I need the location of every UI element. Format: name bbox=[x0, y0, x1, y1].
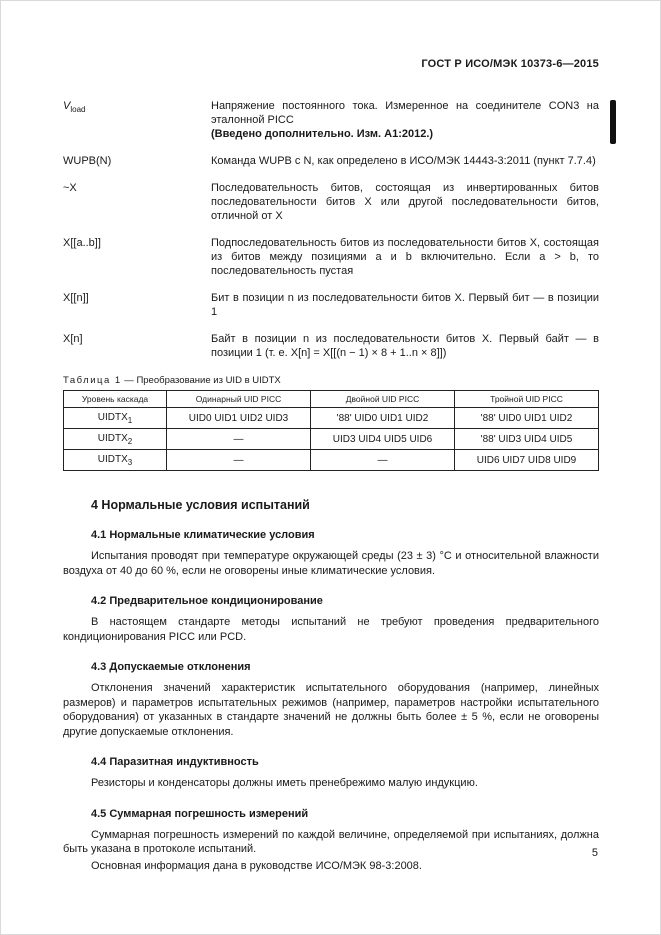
table-cell: UID6 UID7 UID8 UID9 bbox=[455, 450, 599, 471]
row-label: $UIDTX_2$ bbox=[64, 429, 167, 450]
definition-text bbox=[211, 291, 599, 319]
definition-text bbox=[211, 236, 599, 278]
paragraph: Основная информация дана в руководстве ИСО/МЭК 98-3:2008. bbox=[91, 859, 422, 872]
definition-term bbox=[63, 154, 211, 168]
table-caption bbox=[63, 375, 599, 386]
page-number: 5 bbox=[591, 847, 598, 859]
term-subscript: load bbox=[70, 105, 86, 115]
definitions-list bbox=[63, 99, 599, 360]
table-row bbox=[64, 408, 599, 429]
definition-text bbox=[211, 154, 599, 168]
paragraph: Резисторы и конденсаторы должны иметь пренебрежимо малую индукцию. bbox=[91, 777, 478, 789]
subsection-4-2-title: 4.2 Предварительное кондиционирование bbox=[91, 595, 323, 607]
definition-amendment-note: (Введено дополнительно. Изм. А1:2012.) bbox=[211, 128, 434, 140]
definition-body: Напряжение постоянного тока. Измеренное на соединителе CON3 на эталонной PICC bbox=[211, 100, 599, 126]
table-cell: '88' UID0 UID1 UID2 bbox=[455, 408, 599, 429]
definition-text bbox=[211, 99, 599, 141]
paragraph: Отклонения значений характеристик испытательного оборудования (например, линейных размеров) и параметров испытательных режимов (например, параметров настройки испытательного оборудования) от указанных в стандарте значений не должны быть более ± 5 %, если не оговорены другие допускаемые отклонения. bbox=[63, 682, 599, 738]
row-label: $UIDTX_3$ bbox=[64, 450, 167, 471]
definition-term bbox=[63, 236, 211, 278]
section-4-title: 4 Нормальные условия испытаний bbox=[91, 498, 310, 512]
standard-number: ГОСТ Р ИСО/МЭК 10373-6—2015 bbox=[421, 58, 599, 70]
subsection-4-5-title: 4.5 Суммарная погрешность измерений bbox=[91, 807, 309, 820]
subsection-4-1 bbox=[63, 529, 599, 578]
term-symbol: X[n] bbox=[63, 333, 83, 345]
table-cell: '88' UID3 UID4 UID5 bbox=[455, 429, 599, 450]
definition-body: Подпоследовательность битов из последовательности битов X, состоящая из битов между позициями a и b включительно. Если a > b, то последовательность пустая bbox=[211, 237, 599, 277]
table-cell: — bbox=[167, 429, 311, 450]
definition-body: Последовательность битов, состоящая из инвертированных битов последовательности битов X или другой последовательности битов, отличной от X bbox=[211, 182, 599, 222]
paragraph: В настоящем стандарте методы испытаний не требуют проведения предварительного кондиционирования PICC или PCD. bbox=[63, 616, 599, 643]
paragraph: Испытания проводят при температуре окружающей среды (23 ± 3) °С и относительной влажности воздуха от 40 до 60 %, если не оговорены иные климатические условия. bbox=[63, 550, 599, 577]
col-header-double-uid: Двойной UID PICC bbox=[311, 391, 455, 408]
table-cell: UID0 UID1 UID2 UID3 bbox=[167, 408, 311, 429]
col-header-cascade-level: Уровень каскада bbox=[64, 391, 167, 408]
definition-body: Команда WUPB с N, как определено в ИСО/МЭК 14443-3:2011 (пункт 7.7.4) bbox=[211, 155, 596, 167]
uid-conversion-table-block bbox=[63, 375, 599, 471]
subsection-4-3 bbox=[63, 661, 599, 739]
table-caption-text: — Преобразование из UID в UIDTX bbox=[121, 375, 281, 386]
subsection-4-4 bbox=[63, 756, 599, 791]
term-symbol: V bbox=[63, 100, 71, 112]
definition-term bbox=[63, 291, 211, 319]
definition-text bbox=[211, 181, 599, 223]
definition-term bbox=[63, 99, 211, 141]
change-bar-marker bbox=[610, 100, 616, 144]
definition-text bbox=[211, 332, 599, 360]
table-cell: — bbox=[167, 450, 311, 471]
subsection-4-4-title: 4.4 Паразитная индуктивность bbox=[91, 756, 259, 768]
term-symbol: X[[n]] bbox=[63, 292, 89, 304]
term-symbol: WUPB(N) bbox=[63, 155, 112, 167]
table-cell: '88' UID0 UID1 UID2 bbox=[311, 408, 455, 429]
uid-conversion-table bbox=[63, 390, 599, 471]
subsection-4-1-title: 4.1 Нормальные климатические условия bbox=[91, 529, 315, 541]
paragraph: Суммарная погрешность измерений по каждой величине, определяемой при испытаниях, должна быть указана в протоколе испытаний. bbox=[63, 828, 599, 855]
table-row bbox=[64, 450, 599, 471]
definition-body: Бит в позиции n из последовательности битов X. Первый бит — в позиции 1 bbox=[211, 292, 599, 318]
term-symbol: ~X bbox=[63, 182, 77, 194]
table-cell: — bbox=[311, 450, 455, 471]
definition-term bbox=[63, 332, 211, 360]
table-header-row bbox=[64, 391, 599, 408]
subsection-4-5 bbox=[63, 808, 599, 874]
page-header bbox=[63, 58, 599, 70]
col-header-single-uid: Одинарный UID PICC bbox=[167, 391, 311, 408]
definition-body: Байт в позиции n из последовательности битов X. Первый байт — в позиции 1 (т. е. X[n] = X[[(n − 1) × 8 + 1..n × 8]]) bbox=[211, 333, 599, 359]
table-cell: UID3 UID4 UID5 UID6 bbox=[311, 429, 455, 450]
subsection-4-3-title: 4.3 Допускаемые отклонения bbox=[91, 661, 251, 673]
subsection-4-2 bbox=[63, 595, 599, 644]
definition-term bbox=[63, 181, 211, 223]
col-header-triple-uid: Тройной UID PICC bbox=[455, 391, 599, 408]
table-caption-label: Таблица 1 bbox=[63, 375, 122, 386]
row-label: $UIDTX_1$ bbox=[64, 408, 167, 429]
term-symbol: X[[a..b]] bbox=[63, 237, 101, 249]
table-row bbox=[64, 429, 599, 450]
